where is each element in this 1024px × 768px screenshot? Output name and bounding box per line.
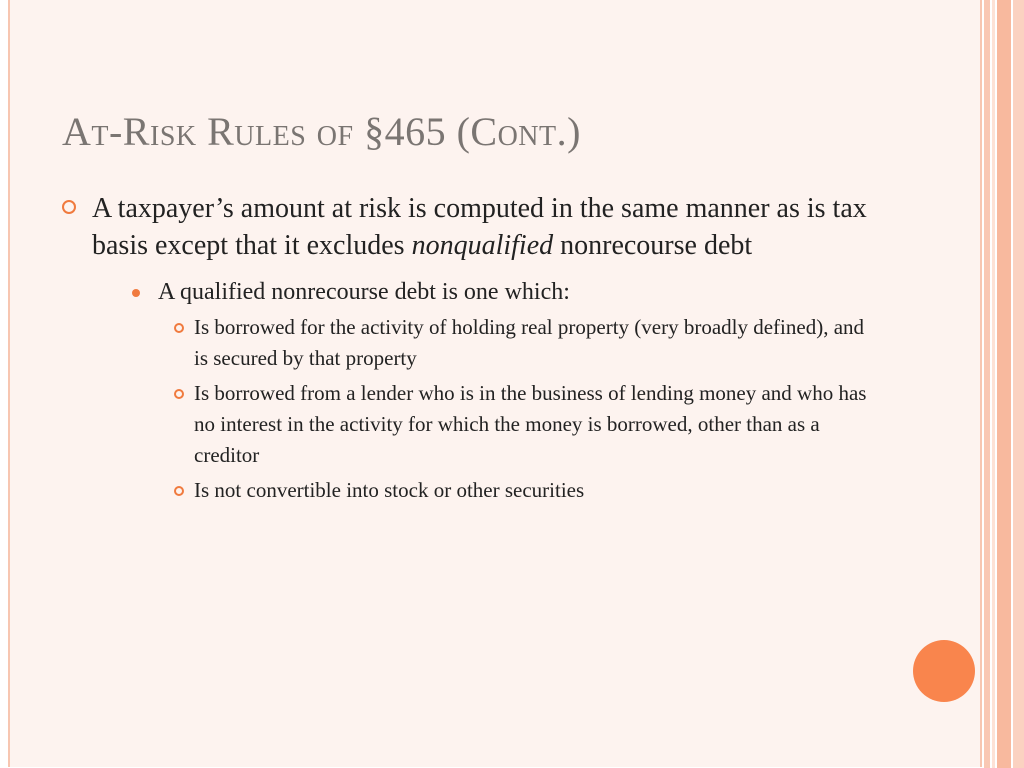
accent-circle xyxy=(913,640,975,702)
dot-bullet-icon xyxy=(132,289,140,297)
bullet-item xyxy=(62,190,882,264)
ring-bullet-icon xyxy=(62,200,76,214)
sub-sub-bullet-item xyxy=(174,378,882,471)
bullet-text: A taxpayer’s amount at risk is computed in the same manner as is tax basis except that it excludes xyxy=(92,193,867,261)
decorative-stripe xyxy=(1013,0,1024,768)
sub-sub-bullet-text: Is not convertible into stock or other securities xyxy=(194,478,585,502)
slide-content xyxy=(62,190,882,506)
sub-sub-bullet-item xyxy=(174,475,882,506)
ring-bullet-icon xyxy=(174,486,184,496)
sub-bullet-item xyxy=(132,276,882,308)
sub-sub-bullet-item xyxy=(174,312,882,374)
emphasis-text: nonqualified xyxy=(411,230,554,261)
decorative-stripe xyxy=(992,0,995,768)
decorative-stripe xyxy=(997,0,1011,768)
slide-title: At-Risk Rules of §465 (Cont.) xyxy=(62,109,581,154)
sub-bullet-text: A qualified nonrecourse debt is one which: xyxy=(158,279,570,305)
ring-bullet-icon xyxy=(174,389,184,399)
sub-sub-bullet-text: Is borrowed from a lender who is in the business of lending money and who has no interest in the activity for which the money is borrowed, other than as a creditor xyxy=(194,381,867,467)
decorative-stripe xyxy=(984,0,990,768)
bullet-text: nonrecourse debt xyxy=(553,230,753,261)
sub-sub-bullet-text: Is borrowed for the activity of holding real property (very broadly defined), and is secured by that property xyxy=(194,315,865,370)
ring-bullet-icon xyxy=(174,323,184,333)
